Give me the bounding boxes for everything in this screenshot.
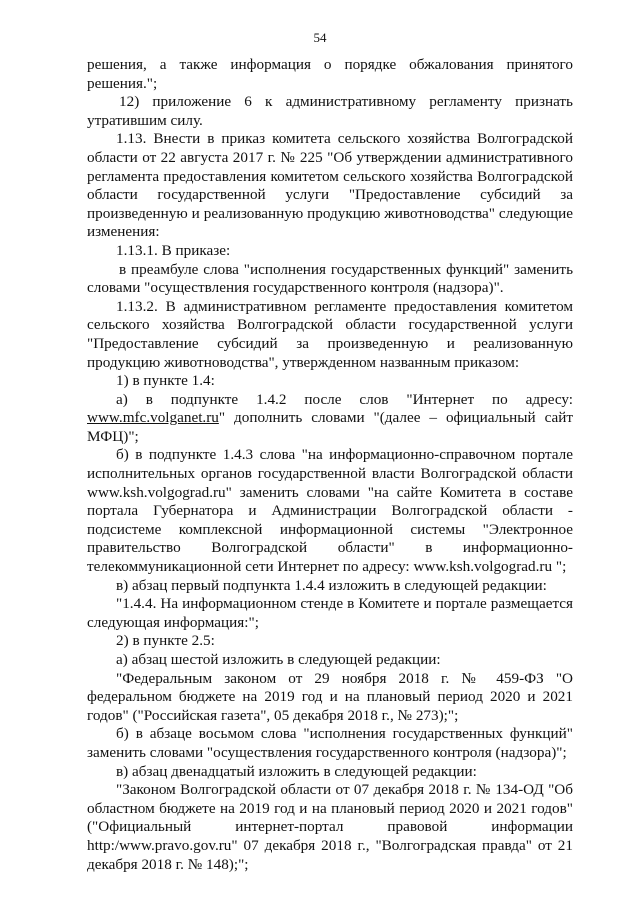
paragraph-8 [87, 391, 573, 447]
paragraph-16: в) абзац двенадцатый изложить в следующей редакции: [116, 762, 477, 780]
page-number: 54 [313, 30, 327, 45]
paragraph-17: "Законом Волгоградской области от 07 декабря 2018 г. № 134-ОД "Об областном бюджете на 2019 год и на плановый период 2020 и 2021 годов" ("Официальный интернет-портал правовой информации http:/www.pravo.gov.ru" 07 декабря 2018 г., "Волгоградская правда" от 21 декабря 2018 г. № 148);"; [87, 781, 573, 873]
paragraph-6: 1.13.2. В административном регламенте предоставления комитетом сельского хозяйства Волгоградской области государственной услуги "Предоставление субсидий за произведенную и реализованную продукцию животноводства", утвержденном названным приказом: [87, 297, 573, 371]
document-body [87, 56, 573, 874]
paragraph-14: "Федеральным законом от 29 ноября 2018 г. № 459-ФЗ "О федеральном бюджете на 2019 год и на плановый период 2020 и 2021 годов" ("Российская газета", 05 декабря 2018 г., № 273);"; [87, 669, 573, 724]
paragraph-15: б) в абзаце восьмом слова "исполнения государственных функций" заменить словами "осуществления государственного контроля (надзора)"; [87, 725, 573, 761]
paragraph-13: а) абзац шестой изложить в следующей редакции: [116, 651, 441, 668]
paragraph-8-text-start: а) в подпункте 1.4.2 после слов "Интернет по адресу: [116, 390, 573, 408]
mfc-site-link[interactable]: www.mfc.volganet.ru [87, 409, 219, 427]
paragraph-12: 2) в пункте 2.5: [116, 632, 215, 650]
paragraph-7: 1) в пункте 1.4: [116, 372, 215, 390]
paragraph-11: "1.4.4. На информационном стенде в Комитете и портале размещается следующая информация:"; [87, 595, 573, 631]
paragraph-2: 12) приложение 6 к административному регламенту признать утратившим силу. [87, 93, 573, 129]
paragraph-8-text-end: " дополнить словами "(далее – официальный сайт МФЦ)"; [87, 409, 573, 445]
paragraph-3: 1.13. Внести в приказ комитета сельского хозяйства Волгоградской области от 22 августа 2017 г. № 225 "Об утверждении административного регламента предоставления комитетом сельского хозяйства Волгоградской области государственной услуги "Предоставление субсидий за произведенную и реализованную продукцию животноводства" следующие изменения: [87, 130, 573, 241]
paragraph-1: решения, а также информация о порядке обжалования принятого решения."; [87, 56, 573, 92]
paragraph-10: в) абзац первый подпункта 1.4.4 изложить в следующей редакции: [116, 576, 547, 594]
paragraph-9: б) в подпункте 1.4.3 слова "на информационно-справочном портале исполнительных органов государственной власти Волгоградской области www.ksh.volgograd.ru" заменить словами "на сайте Комитета в составе портала Губернатора и Администрации Волгоградской области - подсистеме комплексной информационной системы "Электронное правительство Волгоградской области" в информационно-телекоммуникационной сети Интернет по адресу: www.ksh.volgograd.ru "; [87, 446, 573, 576]
paragraph-5: в преамбуле слова "исполнения государственных функций" заменить словами "осуществления государственного контроля (надзора)". [87, 260, 573, 297]
paragraph-4: 1.13.1. В приказе: [116, 241, 231, 259]
